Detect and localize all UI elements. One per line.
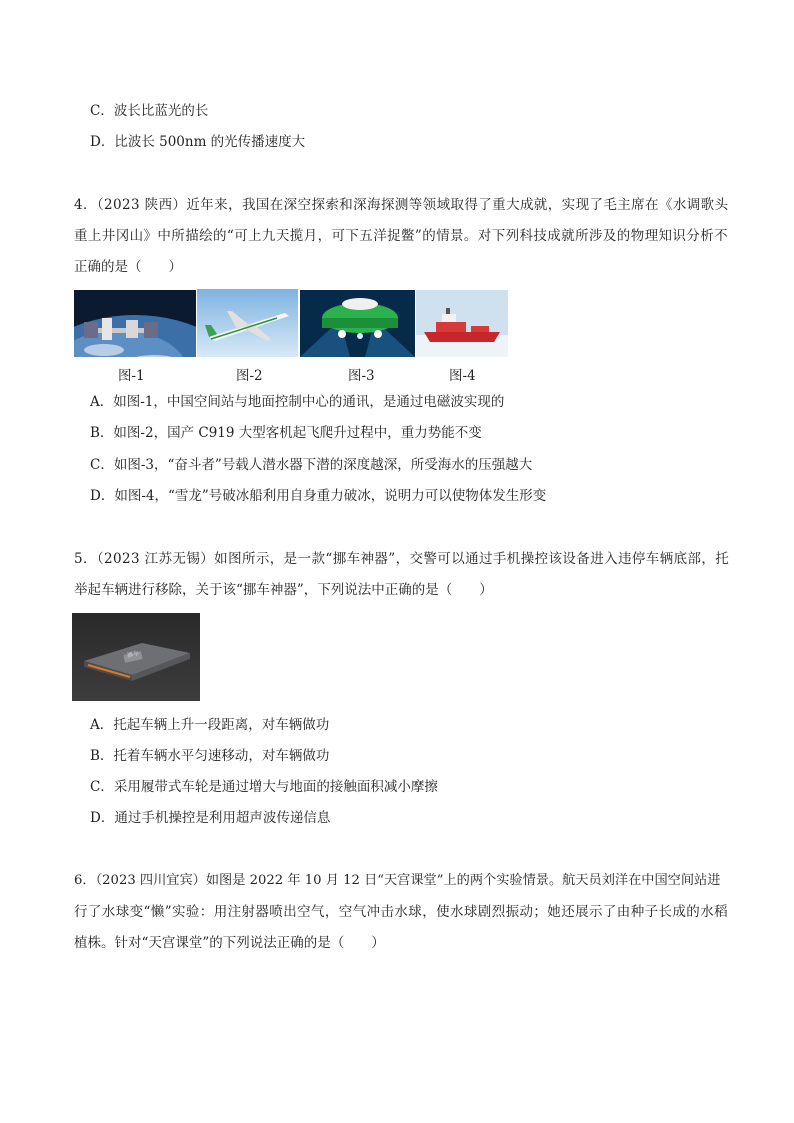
q3-option-d: D．比波长 500nm 的光传播速度大 [90, 134, 306, 150]
q5-option-d: D．通过手机操控是利用超声波传递信息 [90, 810, 331, 826]
q5-stem-line2: 举起车辆进行移除，关于该“挪车神器”，下列说法中正确的是（ ） [74, 582, 493, 598]
figure-2-caption: 图-2 [236, 368, 263, 384]
q5-option-c: C．采用履带式车轮是通过增大与地面的接触面积减小摩擦 [90, 779, 438, 795]
figure-4-caption: 图-4 [449, 368, 476, 384]
q6-stem-line1: 6．（2023 四川宜宾）如图是 2022 年 10 月 12 日“天宫课堂”上的两个实验情景。航天员刘洋在中国空间站进 [74, 873, 721, 888]
q4-option-b: B．如图-2，国产 C919 大型客机起飞爬升过程中，重力势能不变 [90, 425, 482, 441]
submersible-image [300, 290, 415, 357]
q5-option-a: A．托起车辆上升一段距离，对车辆做功 [90, 717, 330, 733]
q4-option-d: D．如图-4，“雪龙”号破冰船利用自身重力破冰，说明力可以使物体发生形变 [90, 488, 547, 504]
q5-stem-line1: 5．（2023 江苏无锡）如图所示，是一款“挪车神器”，交警可以通过手机操控该设备进入违停车辆底部，托 [74, 551, 730, 567]
q6-stem-line2: 行了水球变“懒”实验：用注射器喷出空气，空气冲击水球，使水球剧烈振动；她还展示了由种子长成的水稻 [74, 904, 729, 920]
q4-stem-line3: 正确的是（ ） [74, 259, 182, 275]
q5-option-b: B．托着车辆水平匀速移动，对车辆做功 [90, 748, 330, 764]
q3-option-c: C．波长比蓝光的长 [90, 103, 209, 119]
figure-1-caption: 图-1 [118, 368, 145, 384]
space-station-image [74, 290, 196, 357]
device-label: 挪车 [126, 649, 140, 660]
figure-3-caption: 图-3 [348, 368, 375, 384]
airliner-image [197, 289, 298, 357]
q6-stem-line3: 植株。针对“天宫课堂”的下列说法正确的是（ ） [74, 935, 385, 951]
car-mover-device-image [72, 613, 200, 701]
q4-stem-line1: 4．（2023 陕西）近年来，我国在深空探索和深海探测等领域取得了重大成就，实现了毛主席在《水调歌头 [74, 197, 729, 213]
icebreaker-image [416, 290, 508, 357]
q4-option-c: C．如图-3，“奋斗者”号载人潜水器下潜的深度越深，所受海水的压强越大 [90, 457, 533, 473]
q4-option-a: A．如图-1，中国空间站与地面控制中心的通讯，是通过电磁波实现的 [90, 394, 505, 410]
q4-stem-line2: 重上井冈山》中所描绘的“可上九天揽月，可下五洋捉鳖”的情景。对下列科技成就所涉及的物理知识分析不 [74, 228, 729, 244]
